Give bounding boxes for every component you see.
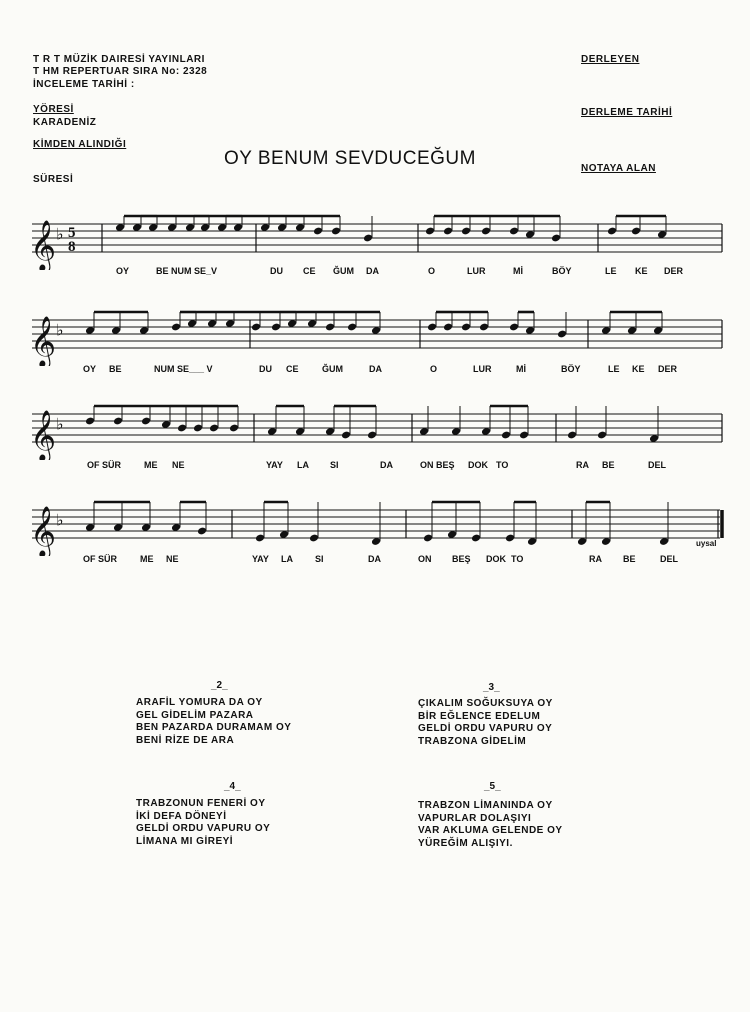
lyric-syllable: YAY bbox=[266, 460, 283, 470]
lyric-syllable: Mİ bbox=[516, 364, 526, 374]
verse-line: YÜREĞİM ALIŞIYI. bbox=[418, 837, 513, 849]
verse-line: BENİ RİZE DE ARA bbox=[136, 734, 235, 746]
verse-number: _4_ bbox=[224, 781, 241, 792]
lyric-syllable: YAY bbox=[252, 554, 269, 564]
lyric-syllable: TO bbox=[511, 554, 524, 564]
verse-line: VAR AKLUMA GELENDE OY bbox=[418, 825, 563, 836]
publisher-line: T R T MÜZİK DAIRESİ YAYINLARI bbox=[33, 54, 205, 65]
compiler-label: DERLEYEN bbox=[581, 54, 640, 65]
verse-number: _2_ bbox=[211, 680, 228, 691]
lyric-syllable: BÖY bbox=[561, 364, 581, 374]
lyric-syllable: ME bbox=[140, 554, 154, 564]
lyric-syllable: O bbox=[428, 266, 436, 276]
verse-block bbox=[418, 800, 563, 850]
lyric-syllable: BE NUM SE_V bbox=[156, 266, 218, 276]
lyric-syllable: DA bbox=[380, 460, 393, 470]
lyric-syllable: BE bbox=[623, 554, 636, 564]
lyric-syllable: RA bbox=[589, 554, 602, 564]
lyric-syllable: BE bbox=[602, 460, 615, 470]
treble-clef-icon: 𝄞 bbox=[30, 410, 57, 460]
duration-label: SÜRESİ bbox=[33, 174, 74, 185]
lyric-syllable: DA bbox=[366, 266, 379, 276]
flat-sign-icon: ♭ bbox=[56, 224, 64, 244]
lyric-syllable: OF SÜR bbox=[83, 554, 118, 564]
lyric-syllable: ĞUM bbox=[333, 266, 354, 276]
lyric-syllable: DEL bbox=[660, 554, 678, 564]
lyric-syllable: NE bbox=[166, 554, 179, 564]
time-sig-bottom: 8 bbox=[68, 239, 76, 255]
flat-sign-icon: ♭ bbox=[56, 510, 64, 530]
lyric-syllable: DU bbox=[270, 266, 283, 276]
song-title: OY BENUM SEVDUCEĞUM bbox=[224, 148, 476, 169]
lyric-syllable: SI bbox=[330, 460, 339, 470]
lyric-syllable: TO bbox=[496, 460, 509, 470]
lyric-syllable: CE bbox=[286, 364, 299, 374]
transcriber-label: NOTAYA ALAN bbox=[581, 163, 656, 174]
compile-date-label: DERLEME TARİHİ bbox=[581, 107, 673, 118]
lyric-syllable: ME bbox=[144, 460, 158, 470]
verse-line: ÇIKALIM SOĞUKSUYA OY bbox=[418, 698, 553, 709]
verse-line: GEL GİDELİM PAZARA bbox=[136, 709, 254, 721]
lyric-syllable: DA bbox=[369, 364, 382, 374]
region-label: YÖRESİ bbox=[33, 104, 74, 115]
verse-line: ARAFİL YOMURA DA OY bbox=[136, 697, 263, 708]
lyric-syllable: DEL bbox=[648, 460, 666, 470]
lyric-syllable: LUR bbox=[467, 266, 486, 276]
lyric-syllable: LA bbox=[297, 460, 309, 470]
staff-row-1 bbox=[0, 210, 750, 270]
lyric-syllable: KE bbox=[635, 266, 648, 276]
review-date-label: İNCELEME TARİHİ : bbox=[33, 79, 135, 90]
verse-block bbox=[418, 698, 553, 748]
lyric-syllable: KE bbox=[632, 364, 645, 374]
lyric-syllable: OF SÜR bbox=[87, 460, 122, 470]
verse-block bbox=[136, 697, 291, 747]
lyric-syllable: ON bbox=[418, 554, 432, 564]
verse-line: BEN PAZARDA DURAMAM OY bbox=[136, 722, 292, 733]
lyric-syllable: DOK bbox=[468, 460, 488, 470]
lyric-syllable: OY bbox=[116, 266, 130, 276]
staff-row-2 bbox=[0, 306, 750, 366]
lyric-syllable: DA bbox=[368, 554, 381, 564]
lyric-syllable: DU bbox=[259, 364, 272, 374]
verse-line: İKİ DEFA DÖNEYİ bbox=[136, 810, 227, 822]
lyric-syllable: CE bbox=[303, 266, 316, 276]
verse-line: GELDİ ORDU VAPURU OY bbox=[136, 823, 271, 834]
lyric-syllable: Mİ bbox=[513, 266, 523, 276]
treble-clef-icon: 𝄞 bbox=[30, 220, 57, 270]
verse-line: GELDİ ORDU VAPURU OY bbox=[418, 723, 553, 734]
lyric-syllable: RA bbox=[576, 460, 589, 470]
lyric-syllable: BE bbox=[109, 364, 122, 374]
lyric-syllable: LUR bbox=[473, 364, 492, 374]
region-value: KARADENİZ bbox=[33, 117, 97, 128]
lyric-syllable: NUM SE___ V bbox=[154, 364, 213, 374]
treble-clef-icon: 𝄞 bbox=[30, 506, 57, 556]
flat-sign-icon: ♭ bbox=[56, 414, 64, 434]
verse-block bbox=[136, 798, 270, 848]
time-sig-top: 5 bbox=[68, 225, 76, 241]
lyric-syllable: LE bbox=[608, 364, 620, 374]
flat-sign-icon: ♭ bbox=[56, 320, 64, 340]
lyric-syllable: BÖY bbox=[552, 266, 572, 276]
lyric-syllable: LE bbox=[605, 266, 617, 276]
lyric-syllable: DOK bbox=[486, 554, 506, 564]
verse-line: TRABZONUN FENERİ OY bbox=[136, 798, 266, 809]
staff-row-3 bbox=[0, 400, 750, 460]
lyric-syllable: ON BEŞ bbox=[420, 460, 455, 470]
lyric-syllable: OY bbox=[83, 364, 97, 374]
source-label: KİMDEN ALINDIĞI bbox=[33, 139, 127, 150]
staff-row-4 bbox=[0, 496, 750, 556]
verse-number: _3_ bbox=[483, 682, 500, 693]
treble-clef-icon: 𝄞 bbox=[30, 316, 57, 366]
verse-number: _5_ bbox=[484, 781, 501, 792]
lyric-syllable: ĞUM bbox=[322, 364, 343, 374]
repertoire-number: T HM REPERTUAR SIRA No: 2328 bbox=[33, 66, 208, 77]
verse-line: VAPURLAR DOLAŞIYI bbox=[418, 812, 532, 824]
verse-line: LİMANA MI GİREYİ bbox=[136, 835, 234, 847]
lyric-syllable: LA bbox=[281, 554, 293, 564]
lyric-syllable: BEŞ bbox=[452, 554, 471, 564]
lyric-syllable: O bbox=[430, 364, 438, 374]
verse-line: TRABZON LİMANINDA OY bbox=[418, 800, 553, 811]
verse-line: TRABZONA GİDELİM bbox=[418, 735, 527, 747]
verse-line: BİR EĞLENCE EDELUM bbox=[418, 710, 541, 722]
lyric-syllable: DER bbox=[658, 364, 678, 374]
lyric-syllable: SI bbox=[315, 554, 324, 564]
lyric-syllable: DER bbox=[664, 266, 684, 276]
signature: uysal bbox=[696, 539, 717, 548]
lyric-syllable: NE bbox=[172, 460, 185, 470]
